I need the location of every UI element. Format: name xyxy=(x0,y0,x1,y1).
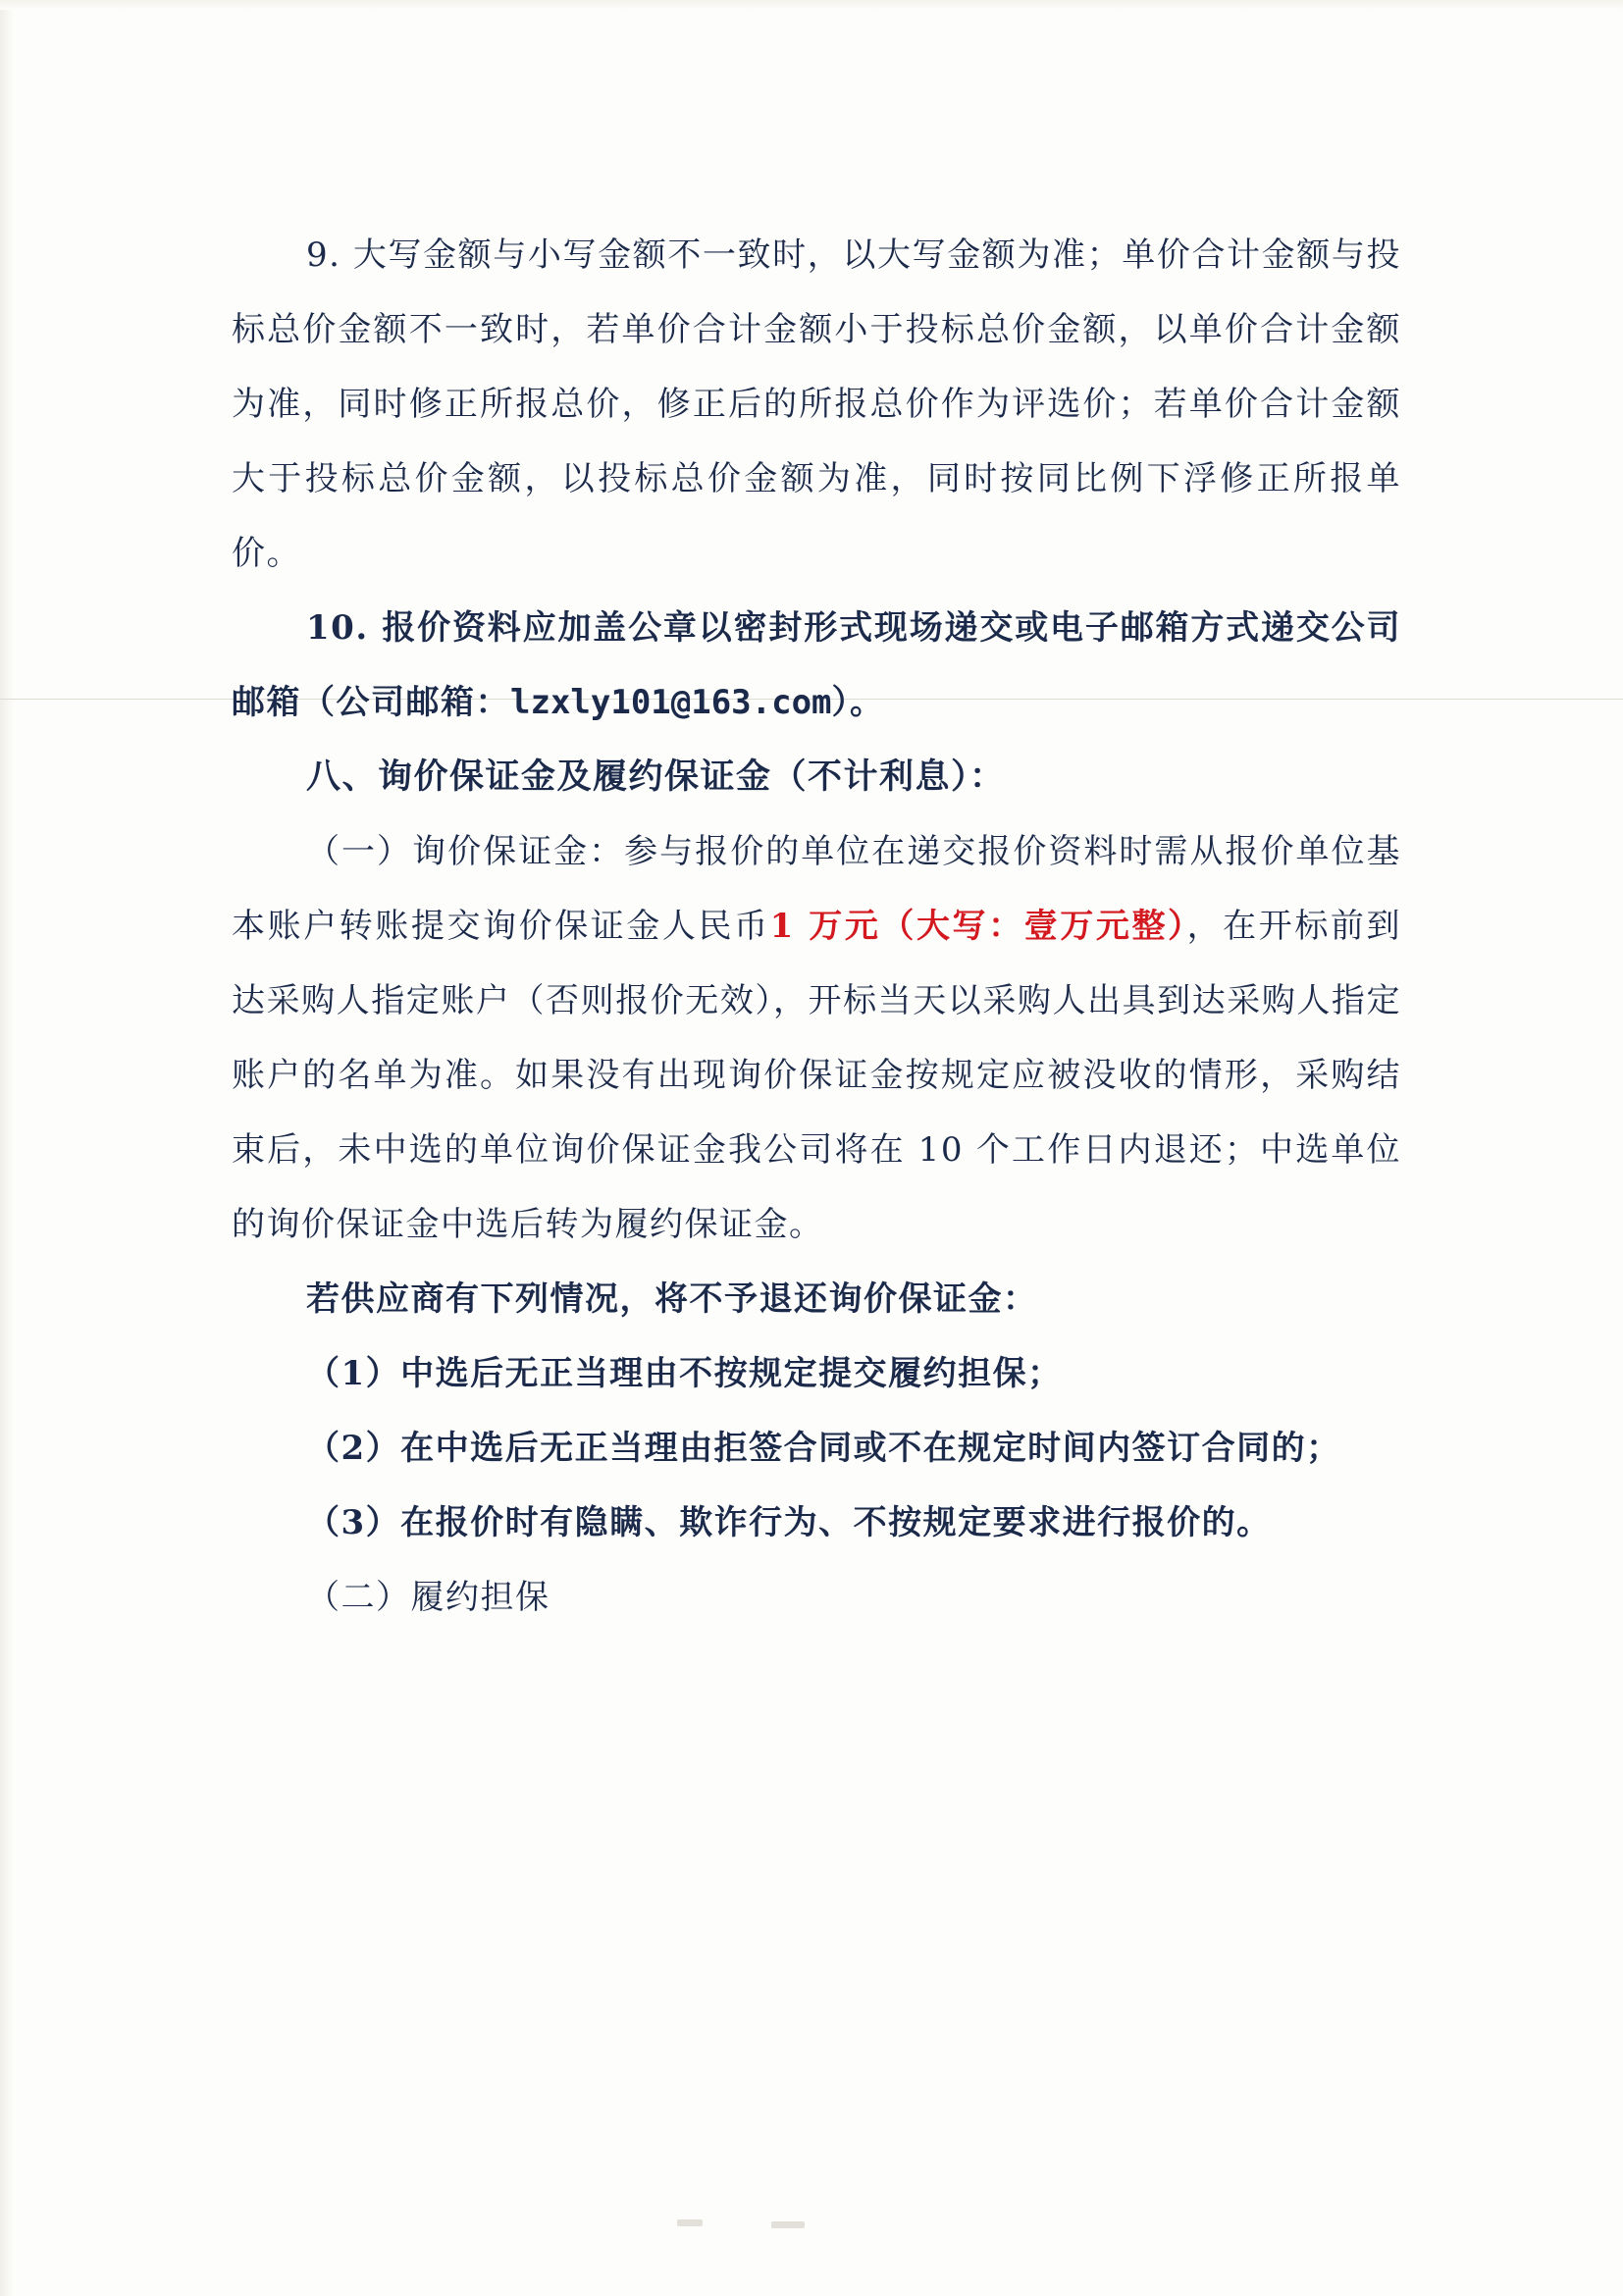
document-body xyxy=(232,218,1401,1635)
scan-edge-decoration-left xyxy=(0,0,14,2296)
paragraph-section-8-1 xyxy=(232,814,1401,1262)
paragraph-no-refund-3: （3）在报价时有隐瞒、欺诈行为、不按规定要求进行报价的。 xyxy=(306,1503,1272,1542)
paragraph-no-refund-intro: 若供应商有下列情况，将不予退还询价保证金： xyxy=(306,1279,1038,1319)
page-footer-artifacts xyxy=(677,2219,913,2235)
scan-edge-decoration-top xyxy=(0,0,1623,10)
item-10-text-after-email: ）。 xyxy=(831,683,885,722)
section-heading-8: 八、询价保证金及履约保证金（不计利息）： xyxy=(306,757,1006,797)
paragraph-item-10 xyxy=(232,591,1401,740)
item-10-text-before-email: 10. 报价资料应加盖公章以密封形式现场递交或电子邮箱方式递交公司邮箱（公司邮箱： xyxy=(232,608,1401,722)
deposit-amount-highlight: 1 万元（大写：壹万元整） xyxy=(769,907,1187,946)
paragraph-no-refund-1: （1）中选后无正当理由不按规定提交履约担保； xyxy=(306,1354,1063,1393)
section-8-1-text-part-2: ，在开标前到达采购人指定账户（否则报价无效），开标当天以采购人出具到达采购人指定账户的名单为准。如果没有出现询价保证金按规定应被没收的情形，采购结束后，未中选的单位询价保证金我公司将在 10 个工作日内退还；中选单位的询价保证金中选后转为履约保证金。 xyxy=(232,907,1401,1244)
footer-smudge-mark-1 xyxy=(677,2219,703,2226)
paragraph-section-8-2: （二）履约担保 xyxy=(306,1578,550,1617)
paragraph-item-9: 9. 大写金额与小写金额不一致时，以大写金额为准；单价合计金额与投标总价金额不一致时，若单价合计金额小于投标总价金额，以单价合计金额为准，同时修正所报总价，修正后的所报总价作为评选价；若单价合计金额大于投标总价金额，以投标总价金额为准，同时按同比例下浮修正所报单价。 xyxy=(232,235,1401,573)
paragraph-no-refund-2: （2）在中选后无正当理由拒签合同或不在规定时间内签订合同的； xyxy=(306,1429,1341,1468)
company-email-value: lzxly101@163.com xyxy=(510,683,832,722)
footer-smudge-mark-2 xyxy=(771,2221,805,2228)
section-8-1-text-part-1: （一）询价保证金：参与报价的单位在递交报价资料时需从报价单位基本账户转账提交询价保证金人民币 xyxy=(232,832,1401,946)
